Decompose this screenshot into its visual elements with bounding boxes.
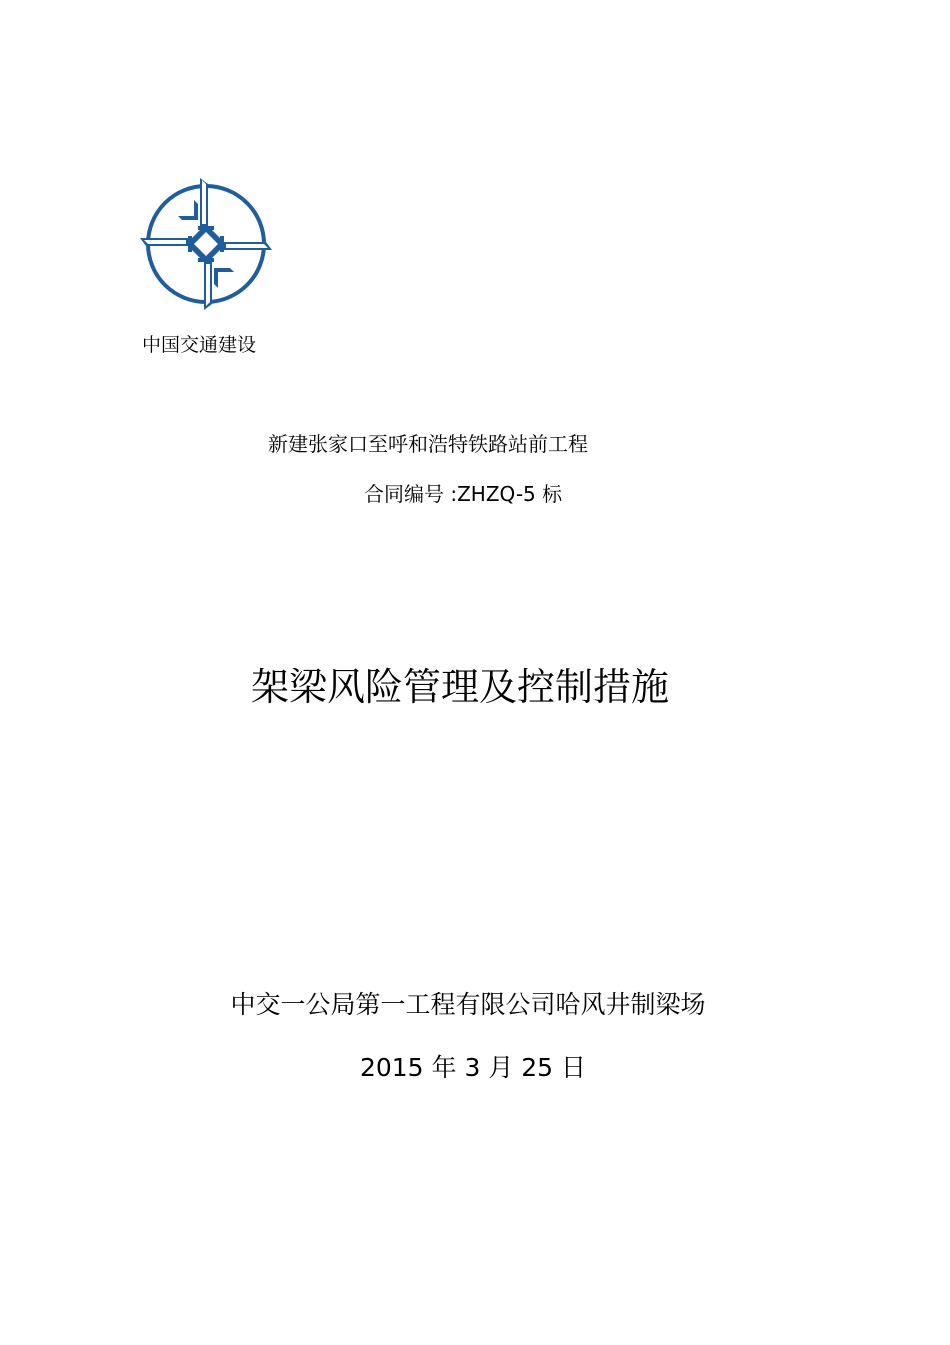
logo-caption: 中国交通建设	[142, 334, 257, 356]
project-name: 新建张家口至呼和浩特铁路站前工程	[268, 432, 588, 456]
company-name: 中交一公局第一工程有限公司哈风井制梁场	[230, 990, 706, 1019]
document-title: 架梁风险管理及控制措施	[250, 665, 669, 709]
document-date: 2015 年 3 月 25 日	[359, 1053, 587, 1082]
contract-number: 合同编号 :ZHZQ-5 标	[364, 482, 563, 506]
ccccc-logo-icon	[140, 178, 272, 310]
